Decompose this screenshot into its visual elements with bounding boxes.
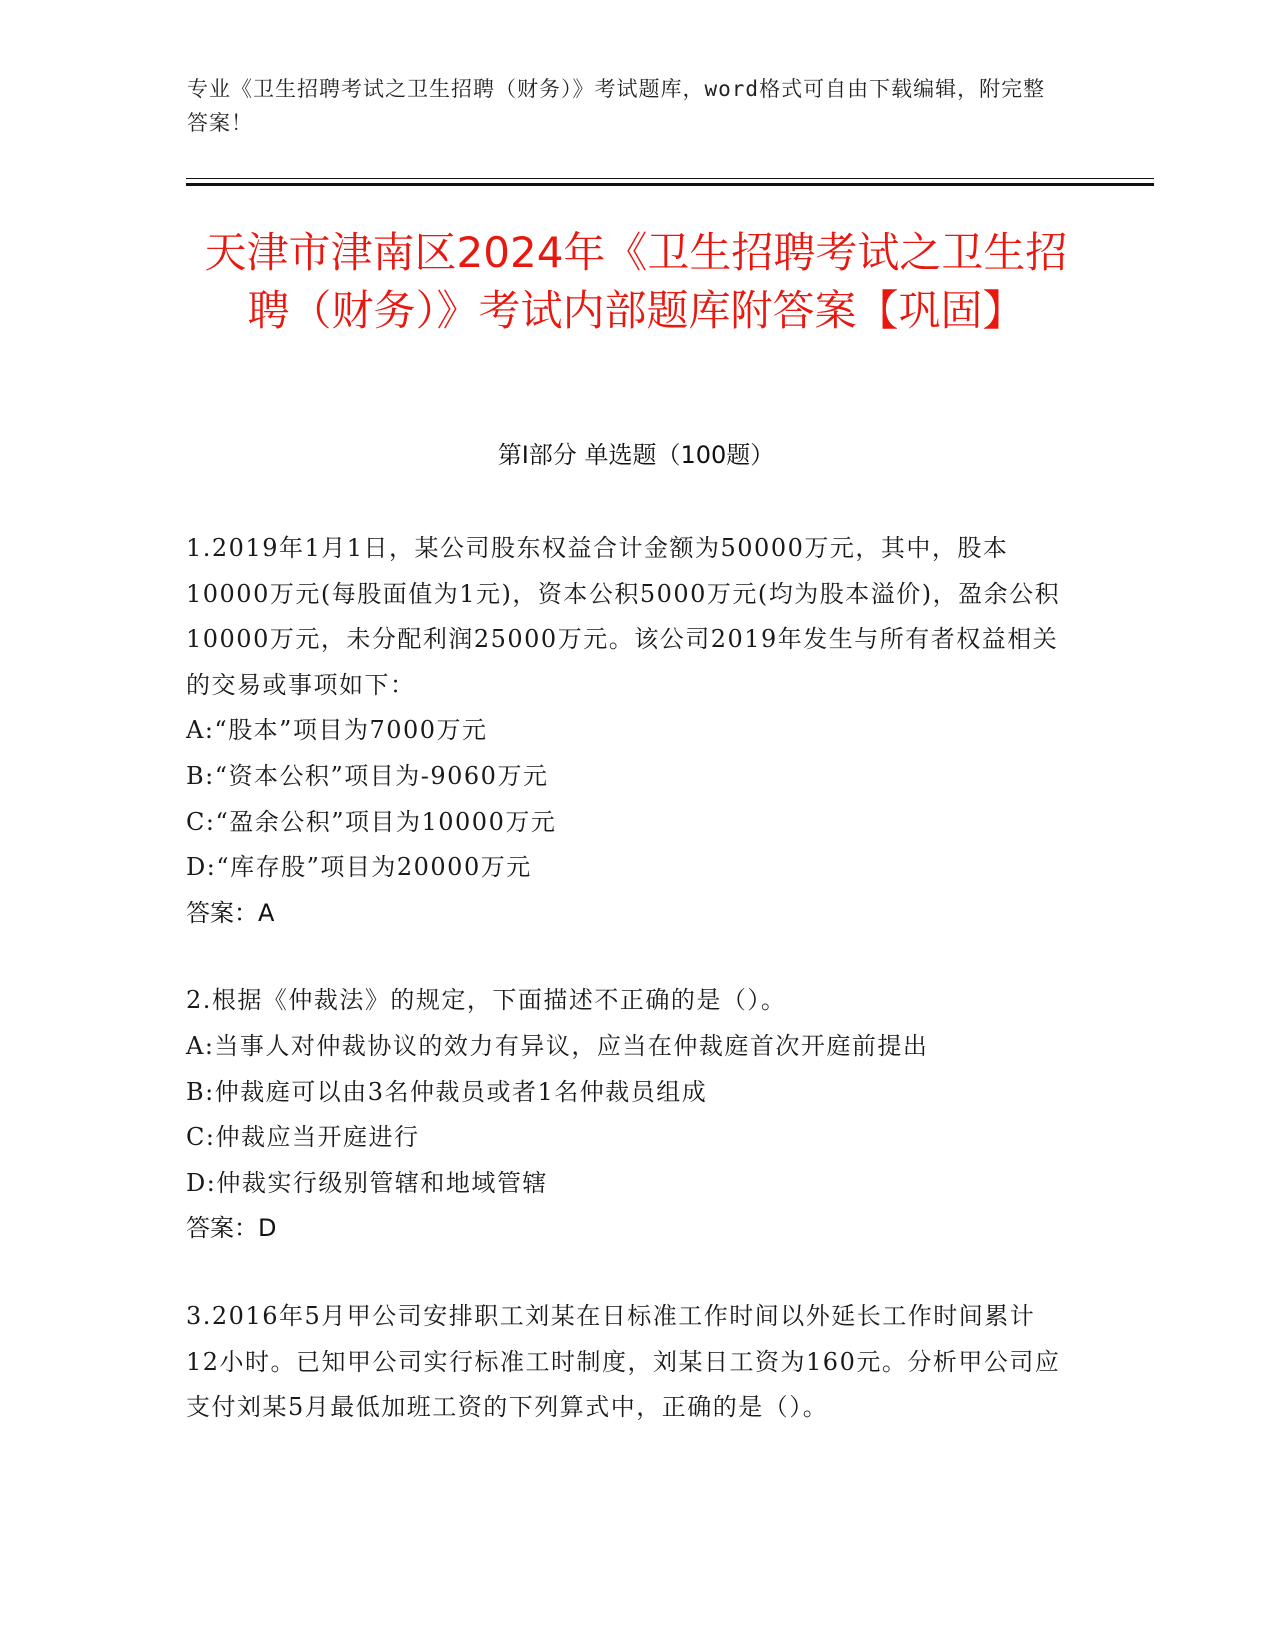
question-1 [186, 526, 1066, 936]
header-divider-thin [186, 178, 1154, 179]
option-d: D:仲裁实行级别管辖和地域管辖 [186, 1168, 548, 1197]
header-note: 专业《卫生招聘考试之卫生招聘（财务）》考试题库，word格式可自由下载编辑，附完整答案！ [187, 77, 1046, 135]
option-c: C:仲裁应当开庭进行 [186, 1123, 420, 1152]
answer: 答案：A [186, 898, 275, 927]
question-stem: 2.根据《仲裁法》的规定，下面描述不正确的是（）。 [186, 986, 787, 1015]
question-2 [186, 978, 1066, 1252]
question-stem: 3.2016年5月甲公司安排职工刘某在日标准工作时间以外延长工作时间累计12小时。已知甲公司实行标准工时制度，刘某日工资为160元。分析甲公司应支付刘某5月最低加班工资的下列算式中，正确的是（）。 [186, 1301, 1061, 1422]
question-3 [186, 1294, 1066, 1431]
option-b: B:“资本公积”项目为-9060万元 [186, 761, 549, 790]
option-d: D:“库存股”项目为20000万元 [186, 853, 532, 882]
option-a: A:“股本”项目为7000万元 [186, 716, 488, 745]
question-stem: 1.2019年1月1日，某公司股东权益合计金额为50000万元，其中，股本10000万元(每股面值为1元)，资本公积5000万元(均为股本溢价)，盈余公积10000万元，未分配利润25000万元。该公司2019年发生与所有者权益相关的交易或事项如下： [186, 534, 1061, 699]
question-list [186, 526, 1066, 1473]
answer: 答案：D [186, 1214, 277, 1243]
option-a: A:当事人对仲裁协议的效力有异议，应当在仲裁庭首次开庭前提出 [186, 1031, 929, 1060]
option-c: C:“盈余公积”项目为10000万元 [186, 807, 557, 836]
section-title: 第I部分 单选题（100题） [497, 441, 775, 469]
option-b: B:仲裁庭可以由3名仲裁员或者1名仲裁员组成 [186, 1077, 708, 1106]
document-title: 天津市津南区2024年《卫生招聘考试之卫生招聘（财务）》考试内部题库附答案【巩固】 [204, 228, 1068, 335]
header-divider-thick [186, 183, 1154, 186]
